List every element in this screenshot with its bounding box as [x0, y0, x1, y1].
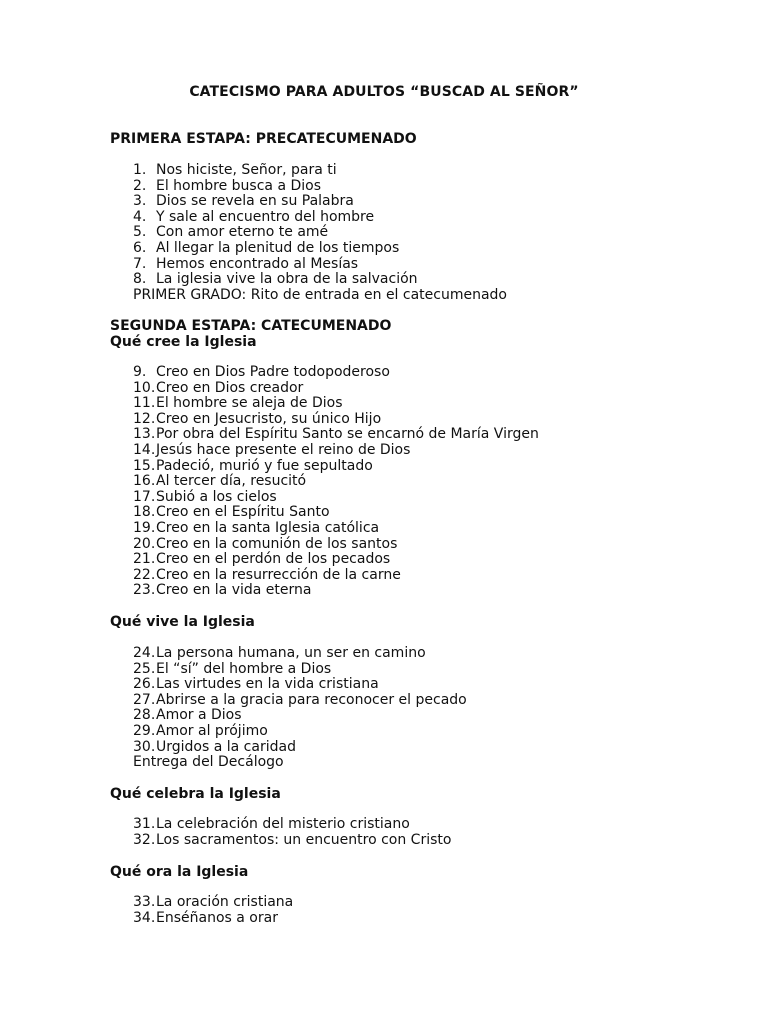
live-list: [133, 646, 748, 771]
item-text: Los sacramentos: un encuentro con Cristo: [156, 831, 452, 848]
item-text: Creo en Dios creador: [156, 379, 304, 396]
item-number: 27.: [133, 691, 156, 708]
pray-list: [133, 895, 748, 926]
list-item: [133, 210, 748, 226]
item-text: Abrirse a la gracia para reconocer el pecado: [156, 691, 467, 708]
item-number: 29.: [133, 722, 156, 739]
list-item: [133, 490, 748, 506]
celebrate-list: [133, 817, 748, 848]
item-number: 5.: [133, 224, 147, 241]
item-text: La iglesia vive la obra de la salvación: [156, 271, 418, 288]
item-number: 13.: [133, 426, 156, 443]
item-text: El hombre se aleja de Dios: [156, 395, 343, 412]
list-item: [133, 474, 748, 490]
item-text: La oración cristiana: [156, 894, 294, 910]
list-item: [133, 521, 748, 537]
list-item: [133, 443, 748, 459]
list-item: [133, 225, 748, 241]
item-number: 11.: [133, 395, 156, 412]
item-number: 9.: [133, 364, 147, 380]
list-item: [133, 365, 748, 381]
item-text: Creo en la comunión de los santos: [156, 535, 398, 552]
list-item: [133, 677, 748, 693]
item-number: 10.: [133, 379, 156, 396]
item-number: 24.: [133, 645, 156, 661]
item-text: Por obra del Espíritu Santo se encarnó de María Virgen: [156, 426, 539, 443]
item-number: 33.: [133, 894, 156, 910]
item-number: 32.: [133, 831, 156, 848]
list-item: [133, 381, 748, 397]
list-item: [133, 817, 748, 833]
pray-heading: Qué ora la Iglesia: [110, 864, 249, 880]
list-item: [133, 257, 748, 273]
item-number: 20.: [133, 535, 156, 552]
item-number: 21.: [133, 551, 156, 568]
item-text: Creo en Dios Padre todopoderoso: [156, 364, 390, 380]
item-text: Las virtudes en la vida cristiana: [156, 676, 379, 693]
stage2-heading: SEGUNDA ESTAPA: CATECUMENADO: [110, 318, 392, 334]
item-number: 17.: [133, 488, 156, 505]
item-number: 31.: [133, 816, 156, 832]
list-item: [133, 740, 748, 756]
item-number: 4.: [133, 208, 147, 225]
list-item: [133, 708, 748, 724]
list-item: [133, 163, 748, 179]
item-number: 14.: [133, 441, 156, 458]
item-text: Jesús hace presente el reino de Dios: [156, 441, 411, 458]
item-text: Hemos encontrado al Mesías: [156, 255, 359, 272]
list-item: [133, 583, 748, 599]
item-number: 7.: [133, 255, 147, 272]
stage1-list: [133, 163, 748, 303]
item-number: 16.: [133, 473, 156, 490]
live-note: Entrega del Decálogo: [133, 754, 284, 771]
item-text: Al llegar la plenitud de los tiempos: [156, 239, 400, 256]
item-text: La persona humana, un ser en camino: [156, 645, 426, 661]
item-number: 28.: [133, 707, 156, 724]
item-text: Amor al prójimo: [156, 722, 268, 739]
item-number: 1.: [133, 162, 147, 178]
item-text: Dios se revela en su Palabra: [156, 193, 354, 210]
list-item: [133, 412, 748, 428]
item-number: 3.: [133, 193, 147, 210]
item-text: Al tercer día, resucitó: [156, 473, 307, 490]
item-text: Creo en el Espíritu Santo: [156, 504, 330, 521]
list-item: [133, 194, 748, 210]
item-text: Creo en la resurrección de la carne: [156, 566, 401, 583]
list-item: [133, 427, 748, 443]
list-item: [133, 646, 748, 662]
item-number: 26.: [133, 676, 156, 693]
item-number: 8.: [133, 271, 147, 288]
item-text: Amor a Dios: [156, 707, 242, 724]
item-text: La celebración del misterio cristiano: [156, 816, 410, 832]
list-item: [133, 459, 748, 475]
item-number: 6.: [133, 239, 147, 256]
list-item: [133, 724, 748, 740]
believe-list: [133, 365, 748, 599]
list-item: [133, 895, 748, 911]
document-title: CATECISMO PARA ADULTOS “BUSCAD AL SEÑOR”: [189, 84, 579, 100]
list-item: [133, 272, 748, 288]
list-item: [133, 662, 748, 678]
celebrate-heading: Qué celebra la Iglesia: [110, 786, 281, 802]
list-item: [133, 241, 748, 257]
list-item: [133, 568, 748, 584]
list-item: [133, 552, 748, 568]
stage1-note: PRIMER GRADO: Rito de entrada en el catecumenado: [133, 286, 508, 303]
item-text: Padeció, murió y fue sepultado: [156, 457, 373, 474]
item-number: 25.: [133, 660, 156, 677]
item-number: 15.: [133, 457, 156, 474]
item-text: Creo en el perdón de los pecados: [156, 551, 391, 568]
item-number: 30.: [133, 738, 156, 755]
item-text: Creo en la vida eterna: [156, 582, 312, 599]
list-item: [133, 179, 748, 195]
item-text: Subió a los cielos: [156, 488, 277, 505]
item-text: Urgidos a la caridad: [156, 738, 296, 755]
list-item: [133, 833, 748, 849]
item-number: 12.: [133, 410, 156, 427]
item-number: 23.: [133, 582, 156, 599]
live-heading: Qué vive la Iglesia: [110, 614, 255, 630]
list-item: [133, 693, 748, 709]
list-item: [133, 537, 748, 553]
item-number: 2.: [133, 177, 147, 194]
item-text: Con amor eterno te amé: [156, 224, 329, 241]
item-text: Enséñanos a orar: [156, 909, 278, 926]
item-number: 34.: [133, 909, 156, 926]
item-text: Y sale al encuentro del hombre: [156, 208, 375, 225]
item-text: El hombre busca a Dios: [156, 177, 321, 194]
item-text: El “sí” del hombre a Dios: [156, 660, 332, 677]
item-text: Nos hiciste, Señor, para ti: [156, 162, 337, 178]
believe-heading: Qué cree la Iglesia: [110, 334, 257, 350]
list-item: [133, 505, 748, 521]
item-number: 22.: [133, 566, 156, 583]
item-number: 18.: [133, 504, 156, 521]
stage1-heading: PRIMERA ESTAPA: PRECATECUMENADO: [110, 131, 417, 147]
list-item: [133, 396, 748, 412]
item-number: 19.: [133, 519, 156, 536]
list-item: [133, 911, 748, 927]
item-text: Creo en Jesucristo, su único Hijo: [156, 410, 382, 427]
item-text: Creo en la santa Iglesia católica: [156, 519, 380, 536]
